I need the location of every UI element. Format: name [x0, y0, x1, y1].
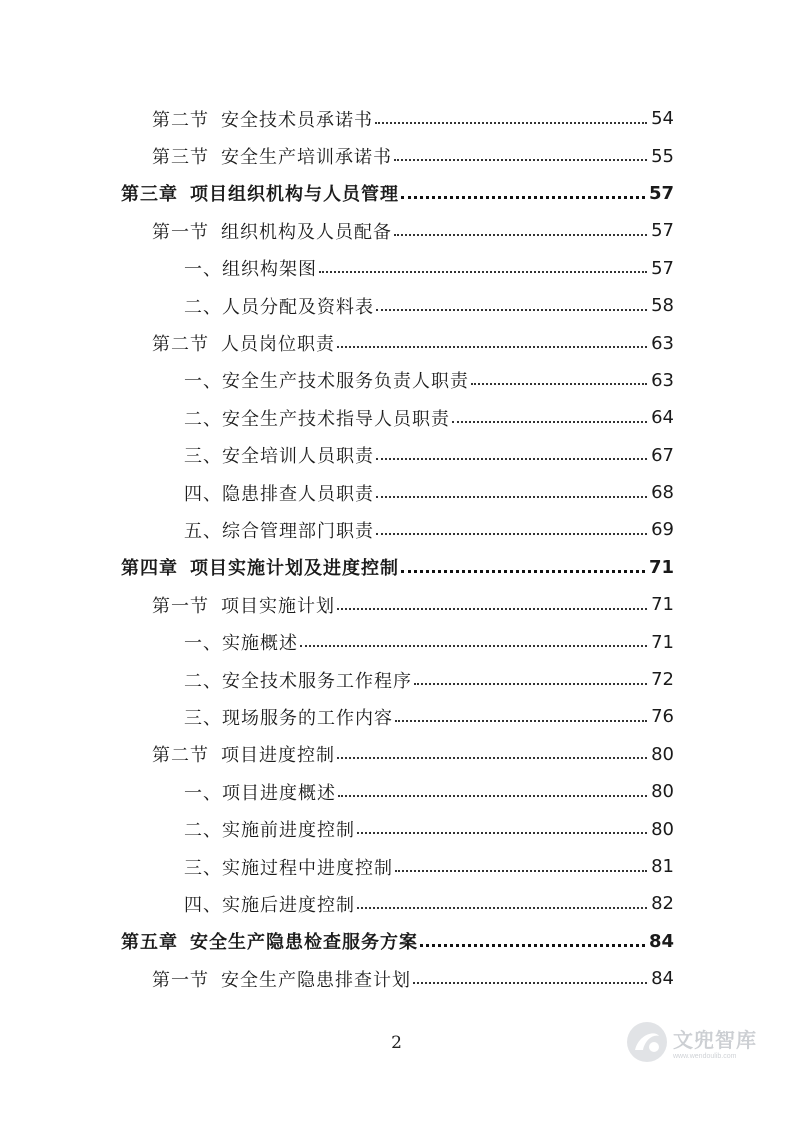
toc-entry-prefix: 第二节: [152, 334, 209, 356]
toc-leader-dots: [376, 496, 647, 498]
toc-entry[interactable]: [0, 287, 793, 324]
watermark: [625, 1020, 757, 1064]
toc-entry-page: 80: [651, 818, 674, 840]
toc-entry-page: 57: [651, 257, 674, 279]
toc-entry-prefix: 一、: [184, 259, 222, 281]
toc-entry-page: 68: [651, 482, 674, 504]
toc-entry[interactable]: [0, 100, 793, 137]
toc-entry-page: 54: [651, 108, 674, 130]
toc-entry-title: 人员岗位职责: [221, 334, 335, 356]
toc-entry-prefix: 第二节: [152, 745, 209, 767]
watermark-url: www.wendoulib.com: [673, 1053, 737, 1060]
toc-entry[interactable]: [0, 885, 793, 922]
toc-entry[interactable]: [0, 250, 793, 287]
toc-entry-title: 安全生产隐患排查计划: [221, 969, 411, 991]
toc-entry-page: 71: [651, 631, 674, 653]
toc-entry-label: [152, 330, 335, 356]
toc-entry-prefix: 三、: [184, 707, 222, 729]
toc-entry-title: 安全生产培训承诺书: [221, 147, 392, 169]
toc-entry-label: [184, 405, 450, 431]
toc-entry-label: [121, 554, 399, 580]
toc-entry-page: 76: [651, 706, 674, 728]
toc-entry-page: 72: [651, 669, 674, 691]
toc-entry-label: [184, 367, 469, 393]
toc-entry-prefix: 第二节: [152, 109, 209, 131]
toc-entry-page: 58: [651, 295, 674, 317]
toc-entry[interactable]: [0, 474, 793, 511]
toc-leader-dots: [375, 122, 647, 124]
toc-entry-title: 现场服务的工作内容: [222, 707, 393, 729]
toc-entry-label: [152, 741, 335, 767]
toc-entry[interactable]: [0, 175, 793, 212]
toc-entry-page: 57: [648, 182, 674, 204]
toc-entry[interactable]: [0, 810, 793, 847]
toc-leader-dots: [357, 832, 647, 834]
toc-leader-dots: [394, 234, 647, 236]
toc-entry[interactable]: [0, 324, 793, 361]
toc-entry-title: 项目进度控制: [221, 745, 335, 767]
toc-entry-title: 实施前进度控制: [222, 820, 355, 842]
toc-entry-title: 项目组织机构与人员管理: [190, 184, 399, 206]
toc-leader-dots: [401, 570, 645, 573]
toc-entry-page: 69: [651, 519, 674, 541]
toc-entry-title: 项目实施计划: [221, 595, 335, 617]
toc-entry-page: 81: [651, 856, 674, 877]
toc-entry-prefix: 第一节: [152, 969, 209, 991]
toc-entry-title: 隐患排查人员职责: [222, 483, 374, 505]
toc-entry-page: 67: [651, 444, 674, 466]
toc-entry-label: [184, 293, 374, 319]
toc-entry-prefix: 第一节: [152, 221, 209, 243]
toc-leader-dots: [394, 159, 647, 161]
toc-entry[interactable]: [0, 623, 793, 660]
toc-entry-prefix: 一、: [184, 782, 222, 804]
toc-entry-title: 实施概述: [222, 633, 298, 655]
toc-entry[interactable]: [0, 923, 793, 960]
toc-entry-title: 实施过程中进度控制: [222, 857, 393, 879]
toc-entry-prefix: 一、: [184, 633, 222, 655]
toc-leader-dots: [414, 683, 647, 685]
toc-leader-dots: [395, 870, 647, 872]
toc-entry-prefix: 第三章: [121, 184, 178, 206]
toc-entry-title: 实施后进度控制: [222, 894, 355, 916]
toc-entry[interactable]: [0, 661, 793, 698]
toc-entry-label: [184, 704, 393, 730]
toc-leader-dots: [376, 309, 647, 311]
toc-leader-dots: [300, 645, 647, 647]
toc-entry[interactable]: [0, 437, 793, 474]
toc-entry[interactable]: [0, 848, 793, 885]
toc-entry-prefix: 四、: [184, 483, 222, 505]
toc-entry[interactable]: [0, 212, 793, 249]
toc-entry-label: [184, 891, 355, 917]
toc-entry-prefix: 第五章: [121, 932, 178, 954]
toc-entry-title: 安全生产隐患检查服务方案: [190, 932, 418, 954]
toc-leader-dots: [471, 383, 647, 385]
toc-entry-label: [121, 928, 418, 954]
toc-entry[interactable]: [0, 960, 793, 997]
toc-entry-label: [184, 517, 374, 543]
table-of-contents: [0, 100, 793, 997]
toc-entry-title: 安全技术服务工作程序: [222, 670, 412, 692]
toc-leader-dots: [319, 271, 647, 273]
toc-entry-prefix: 二、: [184, 670, 222, 692]
page-number: 2: [391, 1033, 402, 1053]
toc-entry-page: 82: [651, 893, 674, 915]
toc-leader-dots: [401, 196, 645, 199]
toc-entry-page: 57: [651, 220, 674, 242]
toc-entry-page: 71: [651, 594, 674, 616]
toc-leader-dots: [395, 720, 647, 722]
toc-entry-page: 84: [648, 930, 674, 952]
toc-entry-label: [121, 180, 399, 206]
toc-entry[interactable]: [0, 399, 793, 436]
toc-entry[interactable]: [0, 511, 793, 548]
toc-leader-dots: [337, 608, 647, 610]
toc-entry-title: 组织机构及人员配备: [221, 221, 392, 243]
toc-entry-title: 安全培训人员职责: [222, 446, 374, 468]
toc-leader-dots: [413, 982, 647, 984]
toc-entry-page: 64: [651, 407, 674, 429]
toc-entry-label: [152, 218, 392, 244]
toc-entry[interactable]: [0, 549, 793, 586]
toc-entry-prefix: 第一节: [152, 595, 209, 617]
toc-entry-label: [152, 106, 373, 132]
toc-leader-dots: [376, 458, 647, 460]
toc-entry-title: 项目实施计划及进度控制: [190, 558, 399, 580]
toc-entry-title: 项目进度概述: [222, 782, 336, 804]
toc-entry-prefix: 三、: [184, 446, 222, 468]
toc-entry-label: [184, 442, 374, 468]
toc-leader-dots: [338, 795, 647, 797]
toc-entry[interactable]: [0, 736, 793, 773]
toc-leader-dots: [337, 757, 647, 759]
toc-entry-prefix: 一、: [184, 371, 222, 393]
toc-entry[interactable]: [0, 362, 793, 399]
toc-entry-page: 80: [651, 743, 674, 765]
toc-entry-page: 63: [651, 332, 674, 354]
toc-entry-page: 55: [651, 145, 674, 167]
toc-entry-prefix: 二、: [184, 296, 222, 318]
toc-leader-dots: [337, 346, 647, 348]
toc-entry-label: [152, 143, 392, 169]
toc-entry-label: [184, 854, 393, 880]
toc-entry-prefix: 五、: [184, 520, 222, 542]
toc-leader-dots: [452, 421, 647, 423]
toc-entry-label: [184, 779, 336, 805]
toc-entry[interactable]: [0, 698, 793, 735]
toc-entry-page: 84: [651, 968, 674, 990]
toc-entry-title: 安全生产技术服务负责人职责: [222, 371, 469, 393]
toc-entry-title: 综合管理部门职责: [222, 520, 374, 542]
toc-entry-title: 安全技术员承诺书: [221, 109, 373, 131]
toc-entry-page: 71: [648, 556, 674, 578]
toc-entry-prefix: 二、: [184, 408, 222, 430]
toc-entry-prefix: 第四章: [121, 558, 178, 580]
toc-entry-page: 63: [651, 369, 674, 391]
toc-entry-title: 安全生产技术指导人员职责: [222, 408, 450, 430]
toc-entry-label: [152, 966, 411, 992]
toc-entry-label: [184, 480, 374, 506]
toc-entry-prefix: 三、: [184, 857, 222, 879]
toc-entry-prefix: 第三节: [152, 147, 209, 169]
watermark-name: 文兜智库: [673, 1028, 757, 1052]
toc-entry-label: [184, 255, 317, 281]
toc-entry-label: [184, 816, 355, 842]
toc-entry-page: 80: [651, 781, 674, 803]
toc-entry-label: [184, 629, 298, 655]
toc-entry-title: 人员分配及资料表: [222, 296, 374, 318]
toc-entry-label: [152, 592, 335, 618]
toc-leader-dots: [420, 944, 645, 947]
toc-entry[interactable]: [0, 137, 793, 174]
toc-entry-prefix: 四、: [184, 894, 222, 916]
toc-entry-title: 组织构架图: [222, 259, 317, 281]
wendou-logo-icon: [625, 1020, 669, 1064]
toc-entry-prefix: 二、: [184, 820, 222, 842]
toc-entry[interactable]: [0, 586, 793, 623]
toc-entry-label: [184, 667, 412, 693]
toc-leader-dots: [376, 533, 647, 535]
toc-leader-dots: [357, 907, 647, 909]
toc-entry[interactable]: [0, 773, 793, 810]
